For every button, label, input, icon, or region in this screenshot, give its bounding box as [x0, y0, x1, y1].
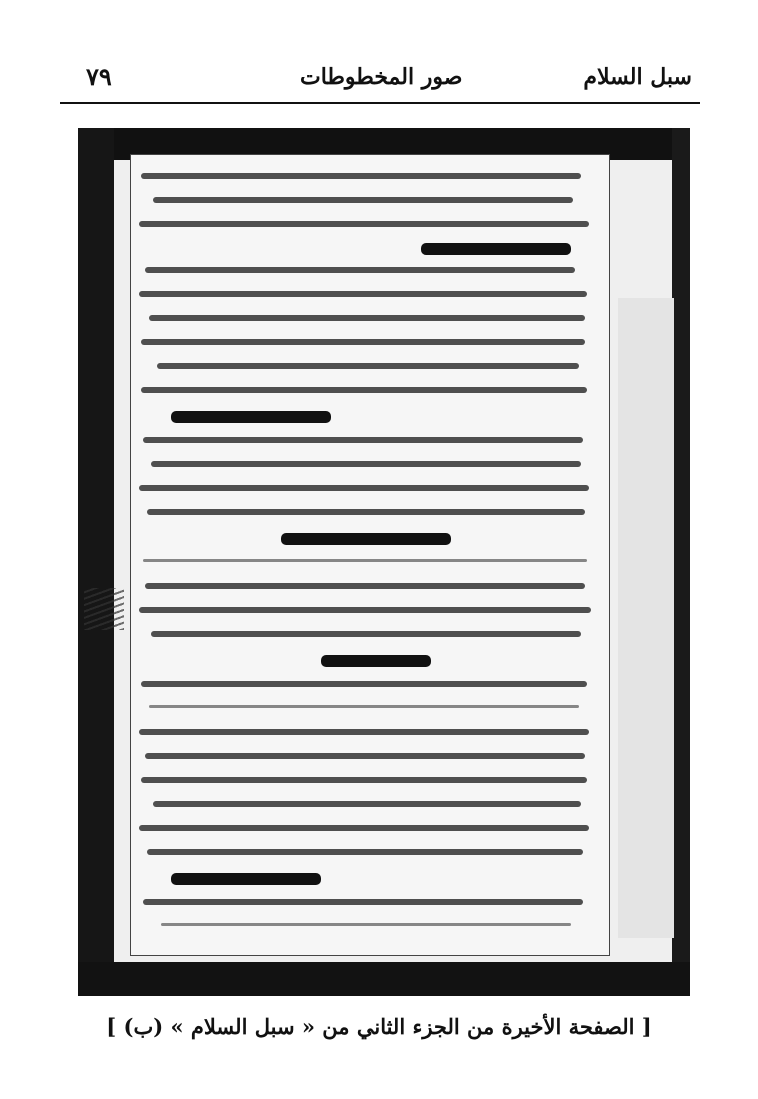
handwriting-line: [153, 801, 581, 807]
page-header: [60, 58, 700, 104]
manuscript-edge-shadow-right: [672, 128, 690, 996]
handwriting-line: [141, 681, 587, 687]
handwriting-line: [143, 559, 587, 562]
section-title: صور المخطوطات: [300, 64, 463, 90]
handwriting-line: [141, 387, 587, 393]
page-number: ٧٩: [86, 62, 112, 91]
book-title: سبل السلام: [583, 64, 692, 90]
manuscript-margin: [618, 298, 674, 938]
figure-caption: [ الصفحة الأخيرة من الجزء الثاني من « سبل السلام » (ب) ]: [106, 1014, 652, 1039]
manuscript-image: [78, 128, 690, 996]
handwriting-line: [143, 437, 583, 443]
handwriting-line: [145, 267, 575, 273]
handwriting-line: [149, 315, 585, 321]
handwriting-line: [139, 825, 589, 831]
marginal-note: [84, 588, 124, 630]
handwriting-line: [139, 729, 589, 735]
handwriting-line: [161, 923, 571, 926]
handwriting-line: [141, 173, 581, 179]
handwriting-line: [157, 363, 579, 369]
manuscript-text-block: [130, 154, 610, 956]
handwriting-line: [139, 485, 589, 491]
handwritten-heading: [421, 243, 571, 255]
handwriting-line: [145, 753, 585, 759]
handwriting-line: [147, 509, 585, 515]
handwritten-heading: [171, 411, 331, 423]
handwriting-line: [151, 631, 581, 637]
handwriting-line: [153, 197, 573, 203]
handwriting-line: [145, 583, 585, 589]
handwriting-line: [141, 339, 585, 345]
handwriting-line: [151, 461, 581, 467]
handwriting-line: [139, 221, 589, 227]
handwritten-heading: [321, 655, 431, 667]
handwriting-line: [143, 899, 583, 905]
handwriting-line: [147, 849, 583, 855]
handwriting-line: [149, 705, 579, 708]
manuscript-edge-shadow-left: [78, 128, 114, 996]
handwriting-line: [141, 777, 587, 783]
handwriting-line: [139, 607, 591, 613]
handwritten-heading: [171, 873, 321, 885]
manuscript-edge-shadow-bottom: [78, 962, 690, 996]
handwritten-heading: [281, 533, 451, 545]
handwriting-line: [139, 291, 587, 297]
